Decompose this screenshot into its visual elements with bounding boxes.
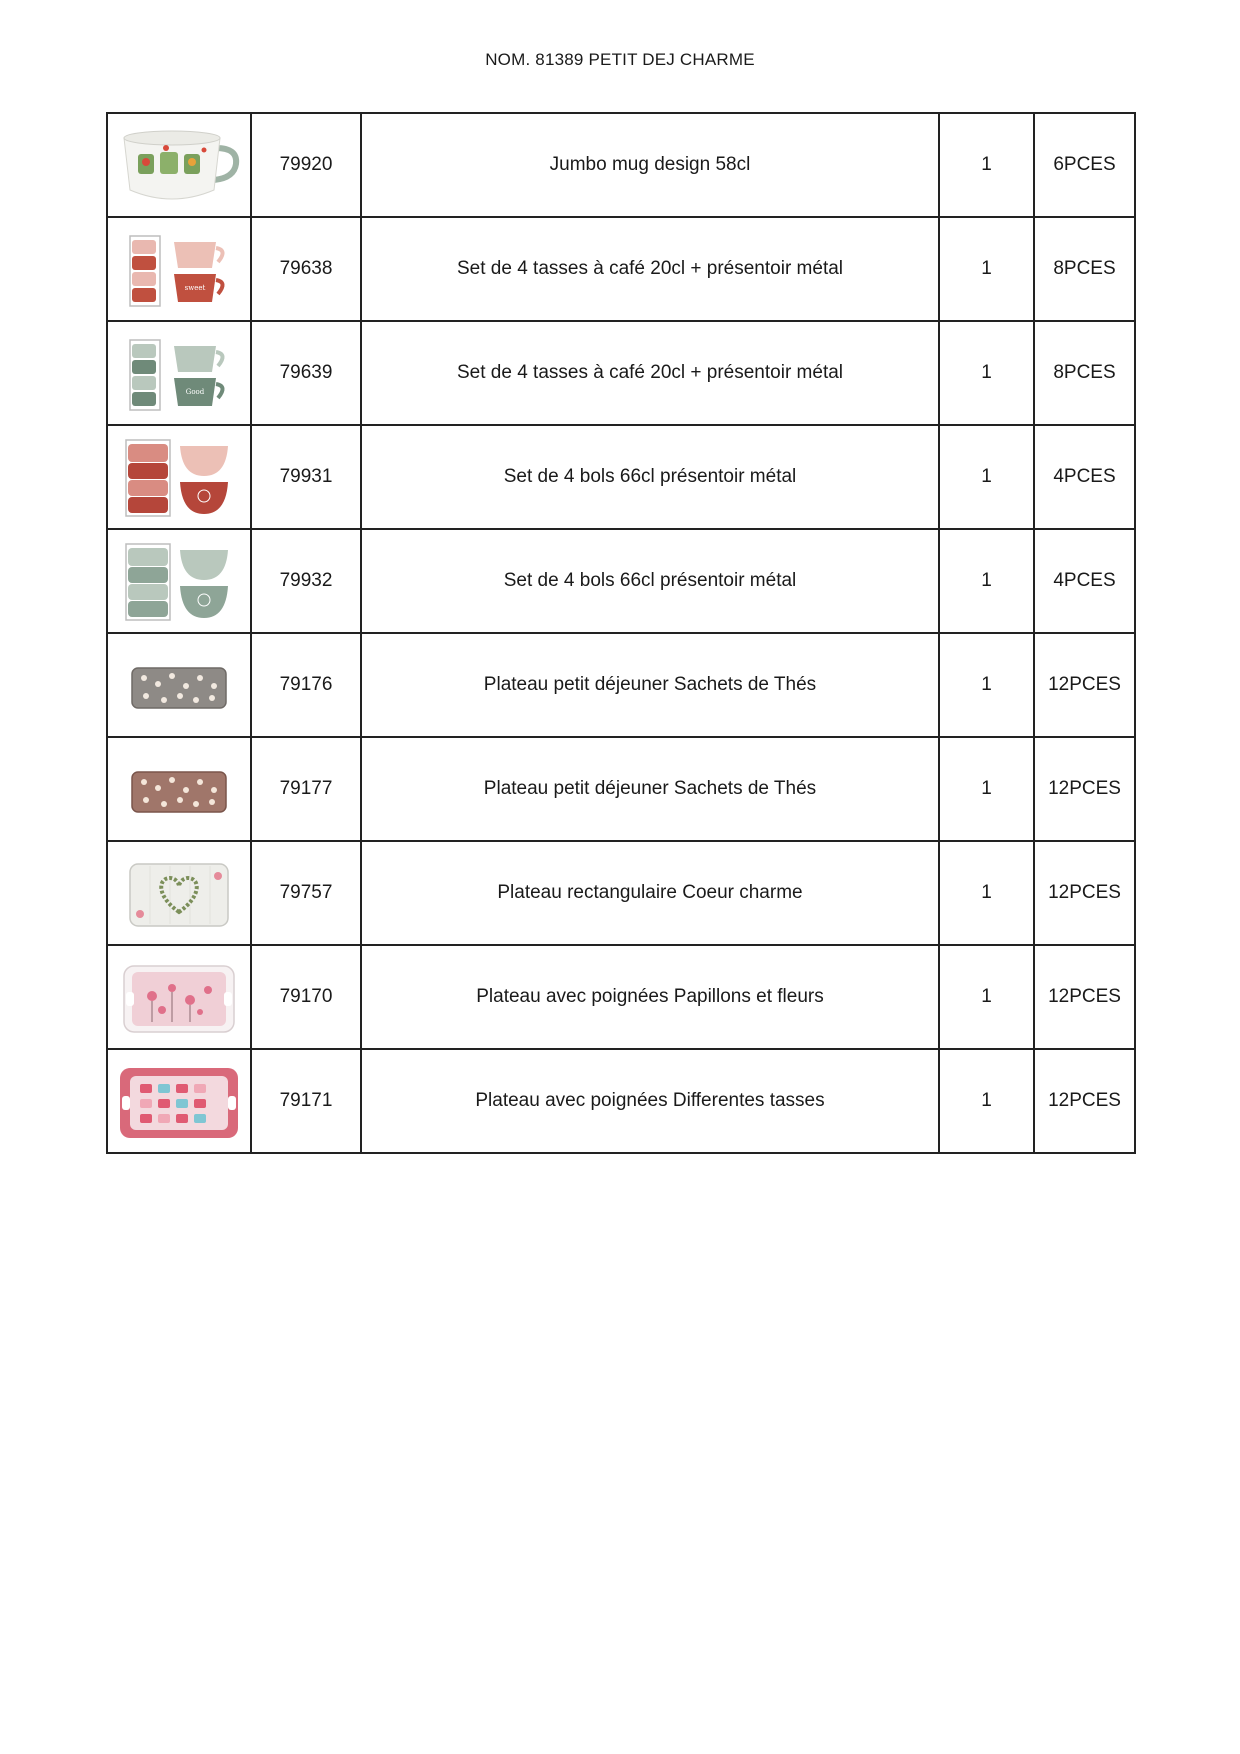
pack-cell: 4PCES [1034,529,1135,633]
pack-cell: 6PCES [1034,113,1135,217]
product-image-cell [107,425,251,529]
ref-cell: 79639 [251,321,361,425]
product-table [106,112,1136,1154]
ref-cell: 79176 [251,633,361,737]
product-image-cell [107,841,251,945]
product-image-cell [107,217,251,321]
ref-cell: 79171 [251,1049,361,1153]
butterfly-tray-image [116,952,242,1042]
qty-cell: 1 [939,633,1034,737]
table-row [107,633,1135,737]
bowls-set-image [116,536,242,626]
description-cell: Set de 4 tasses à café 20cl + présentoir métal [361,217,939,321]
svg-text:sweet: sweet [184,284,206,292]
description-cell: Set de 4 bols 66cl présentoir métal [361,425,939,529]
bowls-set-image [116,432,242,522]
product-image-cell [107,945,251,1049]
table-row [107,113,1135,217]
qty-cell: 1 [939,945,1034,1049]
pack-cell: 8PCES [1034,321,1135,425]
qty-cell: 1 [939,321,1034,425]
tea-tray-image [116,744,242,834]
qty-cell: 1 [939,217,1034,321]
qty-cell: 1 [939,841,1034,945]
table-row [107,425,1135,529]
description-cell: Jumbo mug design 58cl [361,113,939,217]
svg-text:Good: Good [185,388,205,396]
pack-cell: 8PCES [1034,217,1135,321]
description-cell: Set de 4 tasses à café 20cl + présentoir métal [361,321,939,425]
ref-cell: 79757 [251,841,361,945]
product-image-cell [107,1049,251,1153]
qty-cell: 1 [939,425,1034,529]
coffee-cups-set-image [116,328,242,418]
pack-cell: 4PCES [1034,425,1135,529]
qty-cell: 1 [939,529,1034,633]
heart-tray-image [116,848,242,938]
cups-tray-image [116,1056,242,1146]
jumbo-mug-image [116,120,242,210]
description-cell: Plateau petit déjeuner Sachets de Thés [361,633,939,737]
ref-cell: 79638 [251,217,361,321]
pack-cell: 12PCES [1034,633,1135,737]
table-row [107,321,1135,425]
table-row [107,217,1135,321]
coffee-cups-set-image [116,224,242,314]
product-image-cell [107,529,251,633]
product-image-cell [107,321,251,425]
ref-cell: 79931 [251,425,361,529]
table-row [107,737,1135,841]
pack-cell: 12PCES [1034,841,1135,945]
product-image-cell [107,113,251,217]
ref-cell: 79920 [251,113,361,217]
qty-cell: 1 [939,113,1034,217]
product-image-cell [107,633,251,737]
ref-cell: 79170 [251,945,361,1049]
description-cell: Set de 4 bols 66cl présentoir métal [361,529,939,633]
table-row [107,529,1135,633]
tea-tray-image [116,640,242,730]
pack-cell: 12PCES [1034,737,1135,841]
table-row [107,1049,1135,1153]
ref-cell: 79177 [251,737,361,841]
table-row [107,841,1135,945]
pack-cell: 12PCES [1034,1049,1135,1153]
product-image-cell [107,737,251,841]
pack-cell: 12PCES [1034,945,1135,1049]
qty-cell: 1 [939,737,1034,841]
description-cell: Plateau rectangulaire Coeur charme [361,841,939,945]
table-row [107,945,1135,1049]
description-cell: Plateau avec poignées Papillons et fleurs [361,945,939,1049]
description-cell: Plateau avec poignées Differentes tasses [361,1049,939,1153]
page-title: NOM. 81389 PETIT DEJ CHARME [485,50,755,69]
qty-cell: 1 [939,1049,1034,1153]
description-cell: Plateau petit déjeuner Sachets de Thés [361,737,939,841]
ref-cell: 79932 [251,529,361,633]
